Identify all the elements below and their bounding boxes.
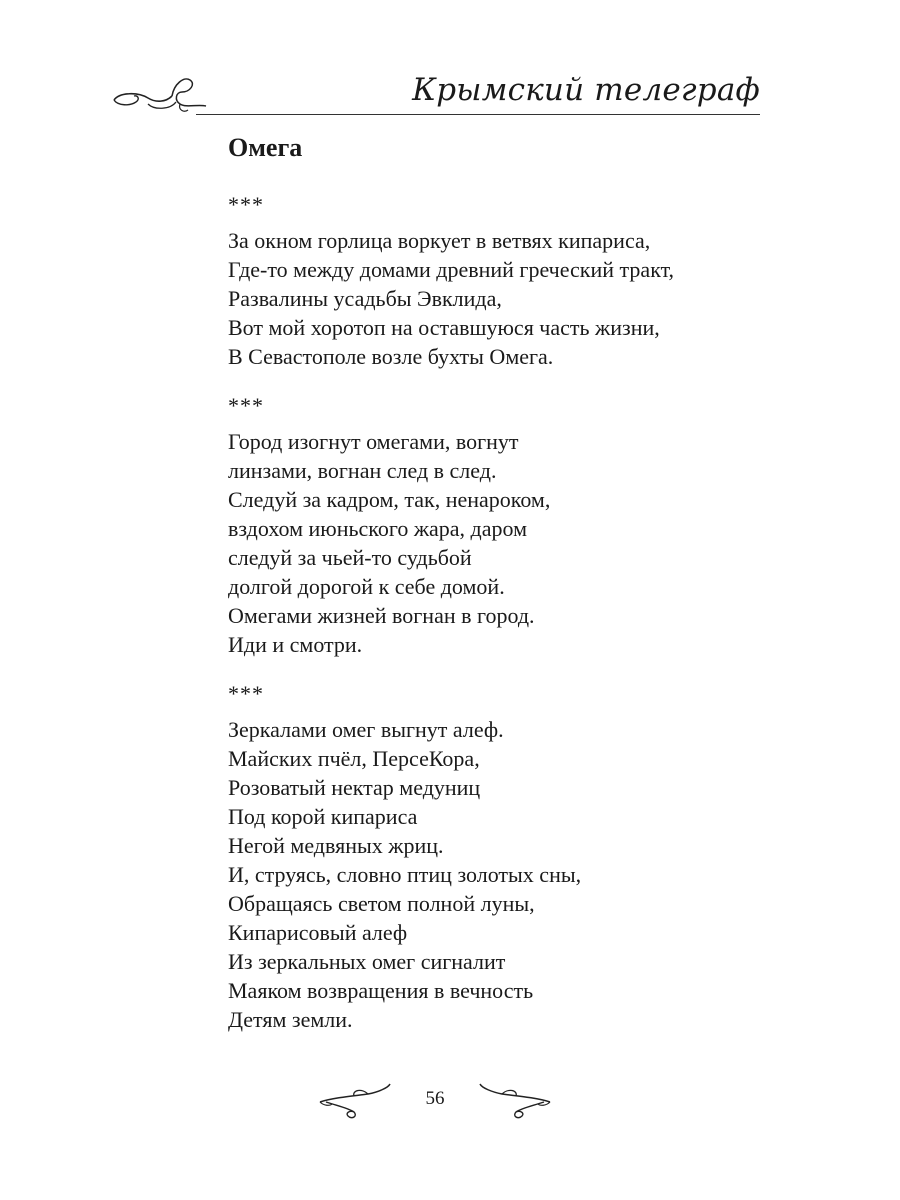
- poem-line: Кипарисовый алеф: [228, 920, 408, 945]
- running-title: Крымский телеграф: [412, 72, 760, 108]
- poem-line: Розоватый нектар медуниц: [228, 775, 481, 800]
- stanza: [228, 395, 788, 659]
- poem-line: Обращаясь светом полной луны,: [228, 891, 535, 916]
- swirl-ornament-right-icon: [476, 1078, 552, 1122]
- poem-line: Город изогнут омегами, вогнут: [228, 429, 519, 454]
- poem-line: Где-то между домами древний греческий тракт,: [228, 257, 675, 282]
- page-number: 56: [425, 1088, 445, 1109]
- poem-line: Майских пчёл, ПерсеКора,: [228, 746, 480, 771]
- stanza-separator: ***: [228, 681, 264, 706]
- running-header: [110, 62, 760, 118]
- poem-line: Детям земли.: [228, 1007, 353, 1032]
- poem-line: долгой дорогой к себе домой.: [228, 574, 505, 599]
- poem-line: Омегами жизней вогнан в город.: [228, 603, 535, 628]
- stanza-separator: ***: [228, 192, 264, 217]
- poem-line: вздохом июньского жара, даром: [228, 516, 528, 541]
- poem-line: За окном горлица воркует в ветвях кипариса,: [228, 228, 651, 253]
- poem-title: Омега: [228, 133, 303, 162]
- poem-line: Развалины усадьбы Эвклида,: [228, 286, 502, 311]
- poem-line: И, струясь, словно птиц золотых сны,: [228, 862, 582, 887]
- stanza-list: [228, 194, 788, 1034]
- poem-line: Маяком возвращения в вечность: [228, 978, 534, 1003]
- poem-line: линзами, вогнан след в след.: [228, 458, 497, 483]
- poem-line: В Севастополе возле бухты Омега.: [228, 344, 554, 369]
- page-footer: [318, 1078, 552, 1122]
- poem-line: Негой медвяных жриц.: [228, 833, 444, 858]
- poem-line: Зеркалами омег выгнут алеф.: [228, 717, 504, 742]
- poem: [228, 130, 788, 1058]
- poem-line: Вот мой хоротоп на оставшуюся часть жизни,: [228, 315, 660, 340]
- poem-line: Иди и смотри.: [228, 632, 363, 657]
- poem-line: следуй за чьей-то судьбой: [228, 545, 472, 570]
- header-rule: [196, 114, 760, 115]
- poem-line: Под корой кипариса: [228, 804, 418, 829]
- stanza-separator: ***: [228, 393, 264, 418]
- poem-line: Из зеркальных омег сигналит: [228, 949, 506, 974]
- poem-line: Следуй за кадром, так, ненароком,: [228, 487, 551, 512]
- stanza: [228, 194, 788, 371]
- flourish-ornament-icon: [110, 70, 210, 114]
- stanza: [228, 683, 788, 1034]
